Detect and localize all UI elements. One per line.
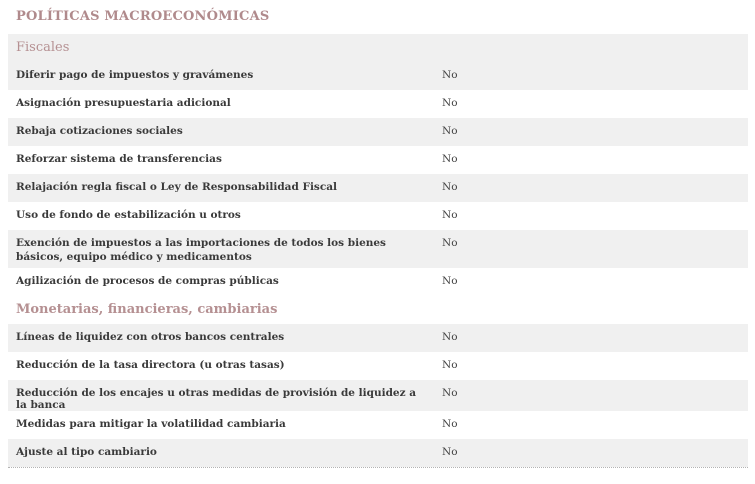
row-value: No [442, 387, 458, 399]
row-label: Exención de impuestos a las importaciones de todos los bienes básicos, equipo médico y medicamentos [16, 237, 386, 263]
row-value: No [442, 275, 458, 287]
table-bottom-divider [8, 467, 748, 468]
row-label: Reducción de los encajes u otras medidas de provisión de liquidez a la banca [16, 387, 417, 411]
row-value: No [442, 69, 458, 81]
row-label: Agilización de procesos de compras públicas [16, 275, 279, 287]
row-label: Diferir pago de impuestos y gravámenes [16, 69, 254, 81]
row-label: Medidas para mitigar la volatilidad cambiaria [16, 418, 286, 430]
table-row [8, 380, 748, 411]
row-value: No [442, 446, 458, 458]
row-label: Rebaja cotizaciones sociales [16, 125, 183, 137]
row-value: No [442, 359, 458, 371]
row-value: No [442, 331, 458, 343]
row-value: No [442, 209, 458, 221]
table-row [8, 352, 748, 380]
row-value: No [442, 181, 458, 193]
table-row [8, 202, 748, 230]
section-title-monetarias: Monetarias, financieras, cambiarias [8, 296, 748, 324]
page-title: POLÍTICAS MACROECONÓMICAS [16, 9, 270, 24]
table-row [8, 439, 748, 467]
row-label: Relajación regla fiscal o Ley de Responsabilidad Fiscal [16, 181, 338, 193]
table-row [8, 268, 748, 296]
row-label: Reforzar sistema de transferencias [16, 153, 222, 165]
row-value: No [442, 125, 458, 137]
table-row [8, 230, 748, 268]
row-value: No [442, 153, 458, 165]
row-value: No [442, 237, 458, 249]
macro-policies-table [8, 0, 748, 468]
table-row [8, 174, 748, 202]
row-label: Ajuste al tipo cambiario [16, 446, 157, 458]
table-row [8, 146, 748, 174]
row-value: No [442, 418, 458, 430]
table-row [8, 90, 748, 118]
table-row [8, 411, 748, 439]
table-row [8, 62, 748, 90]
row-label: Reducción de la tasa directora (u otras tasas) [16, 359, 285, 371]
row-label: Líneas de liquidez con otros bancos centrales [16, 331, 285, 343]
row-value: No [442, 97, 458, 109]
table-row [8, 324, 748, 352]
row-label: Asignación presupuestaria adicional [16, 97, 231, 109]
section-title-fiscales: Fiscales [8, 34, 748, 62]
table-row [8, 118, 748, 146]
row-label: Uso de fondo de estabilización u otros [16, 209, 241, 221]
